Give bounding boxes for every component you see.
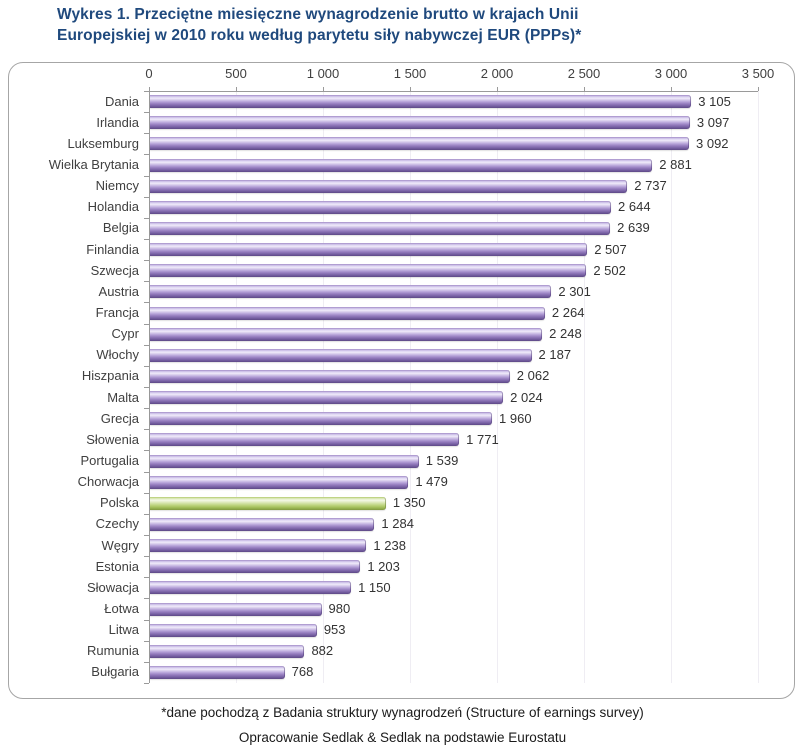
- country-label-17: Portugalia: [80, 453, 139, 468]
- bar-18: [150, 476, 408, 489]
- value-label-13: 2 062: [516, 368, 550, 384]
- value-label-5: 2 644: [618, 199, 651, 215]
- bar-highlight-polska: [150, 497, 386, 510]
- country-label-12: Włochy: [96, 347, 139, 363]
- country-label-6: Belgia: [102, 220, 139, 236]
- x-tick-label-2500: 2 500: [567, 66, 601, 81]
- country-label-9: Austria: [98, 283, 139, 299]
- y-tick-6: [144, 218, 149, 219]
- bar-23: [150, 581, 351, 594]
- y-tick-26: [144, 641, 149, 642]
- country-label-3: Wielka Brytania: [48, 157, 139, 172]
- chart-title-line1: Wykres 1. Przeciętne miesięczne wynagrodzenie brutto w krajach Unii: [57, 6, 579, 23]
- plot-area: [9, 63, 794, 698]
- value-label-25: 953: [323, 622, 346, 638]
- value-label-3: 2 881: [659, 157, 692, 172]
- x-tick-label-0: 0: [145, 66, 153, 81]
- value-label-27: 768: [291, 664, 314, 680]
- country-label-25: Litwa: [108, 622, 139, 638]
- country-label-10: Francja: [95, 305, 139, 320]
- country-label-0: Dania: [105, 93, 139, 109]
- y-tick-0: [144, 91, 149, 92]
- bar-2: [150, 137, 689, 150]
- y-tick-18: [144, 472, 149, 473]
- bar-10: [150, 307, 545, 320]
- value-label-14: 2 024: [510, 389, 543, 405]
- y-tick-7: [144, 239, 149, 240]
- y-tick-23: [144, 577, 149, 578]
- bar-4: [150, 180, 627, 193]
- bar-14: [150, 391, 503, 404]
- y-tick-4: [144, 176, 149, 177]
- y-tick-22: [144, 556, 149, 557]
- y-tick-11: [144, 324, 149, 325]
- chart-title-line2: Europejskiej w 2010 roku według parytetu siły nabywczej EUR (PPPs)*: [57, 27, 582, 44]
- bar-22: [150, 560, 360, 573]
- bar-24: [150, 603, 322, 616]
- value-label-23: 1 150: [358, 579, 391, 595]
- y-tick-10: [144, 302, 149, 303]
- value-label-8: 2 502: [593, 262, 626, 278]
- value-label-21: 1 238: [373, 537, 406, 553]
- value-label-7: 2 507: [594, 241, 627, 257]
- gridline-3000: [671, 91, 672, 683]
- bar-12: [150, 349, 532, 362]
- value-label-10: 2 264: [551, 305, 585, 320]
- country-label-24: Łotwa: [104, 601, 139, 616]
- country-label-1: Irlandia: [96, 114, 139, 130]
- chart-title: [57, 4, 777, 46]
- country-label-20: Czechy: [95, 516, 139, 532]
- country-label-19: Polska: [99, 495, 139, 511]
- country-label-21: Węgry: [101, 537, 139, 553]
- country-label-27: Bułgaria: [91, 664, 139, 680]
- y-tick-2: [144, 133, 149, 134]
- y-tick-21: [144, 535, 149, 536]
- y-tick-27: [144, 662, 149, 663]
- gridline-3500: [758, 91, 759, 683]
- y-tick-8: [144, 260, 149, 261]
- bar-21: [150, 539, 366, 552]
- country-label-18: Chorwacja: [77, 474, 139, 490]
- value-label-1: 3 097: [696, 114, 730, 130]
- bar-26: [150, 645, 304, 658]
- value-label-11: 2 248: [549, 326, 582, 342]
- bar-25: [150, 624, 317, 637]
- bar-11: [150, 328, 542, 341]
- value-label-18: 1 479: [415, 474, 448, 490]
- country-label-13: Hiszpania: [81, 368, 139, 384]
- bar-13: [150, 370, 510, 383]
- bar-9: [150, 285, 551, 298]
- x-tick-label-3500: 3 500: [741, 66, 775, 81]
- x-axis-line: [149, 91, 758, 92]
- footnote-credit: Opracowanie Sedlak & Sedlak na podstawie Eurostatu: [238, 730, 567, 745]
- country-label-23: Słowacja: [86, 579, 139, 595]
- y-tick-5: [144, 197, 149, 198]
- x-tick-label-500: 500: [225, 66, 247, 81]
- x-tick-label-1500: 1 500: [393, 66, 427, 81]
- x-tick-label-3000: 3 000: [654, 66, 688, 81]
- y-tick-12: [144, 345, 149, 346]
- bar-5: [150, 201, 611, 214]
- value-label-19: 1 350: [392, 495, 426, 511]
- y-tick-9: [144, 281, 149, 282]
- x-tick-3500: [758, 87, 759, 91]
- value-label-22: 1 203: [367, 558, 400, 574]
- country-label-22: Estonia: [95, 558, 139, 574]
- value-label-4: 2 737: [634, 178, 667, 194]
- bar-15: [150, 412, 492, 425]
- country-label-7: Finlandia: [86, 241, 139, 257]
- bar-17: [150, 455, 419, 468]
- y-tick-28: [144, 683, 149, 684]
- footnote-source: *dane pochodzą z Badania struktury wynagrodzeń (Structure of earnings survey): [161, 705, 644, 720]
- country-label-5: Holandia: [87, 199, 139, 215]
- chart-frame: [8, 62, 795, 699]
- bar-7: [150, 243, 587, 256]
- y-tick-24: [144, 598, 149, 599]
- value-label-24: 980: [328, 601, 351, 616]
- y-tick-20: [144, 514, 149, 515]
- bar-27: [150, 666, 285, 679]
- bar-8: [150, 264, 586, 277]
- country-label-4: Niemcy: [95, 178, 139, 194]
- value-label-20: 1 284: [381, 516, 414, 532]
- country-label-14: Malta: [107, 389, 139, 405]
- value-label-12: 2 187: [538, 347, 572, 363]
- y-tick-3: [144, 154, 149, 155]
- country-label-26: Rumunia: [86, 643, 139, 659]
- value-label-0: 3 105: [698, 93, 731, 109]
- y-tick-19: [144, 493, 149, 494]
- y-tick-1: [144, 112, 149, 113]
- y-tick-13: [144, 366, 149, 367]
- bar-6: [150, 222, 610, 235]
- bar-1: [150, 116, 690, 129]
- y-tick-14: [144, 387, 149, 388]
- bar-16: [150, 433, 459, 446]
- country-label-15: Grecja: [100, 410, 139, 426]
- x-tick-label-1000: 1 000: [306, 66, 340, 81]
- value-label-26: 882: [311, 643, 334, 659]
- value-label-2: 3 092: [696, 135, 729, 151]
- y-tick-16: [144, 429, 149, 430]
- y-tick-15: [144, 408, 149, 409]
- value-label-6: 2 639: [617, 220, 650, 236]
- country-label-8: Szwecja: [90, 262, 139, 278]
- country-label-16: Słowenia: [86, 431, 139, 447]
- bar-20: [150, 518, 374, 531]
- x-tick-label-2000: 2 000: [480, 66, 514, 81]
- value-label-17: 1 539: [425, 453, 459, 468]
- y-tick-17: [144, 450, 149, 451]
- bar-3: [150, 159, 652, 172]
- value-label-15: 1 960: [499, 410, 532, 426]
- country-label-2: Luksemburg: [67, 135, 139, 151]
- country-label-11: Cypr: [111, 326, 139, 342]
- value-label-16: 1 771: [466, 431, 499, 447]
- bar-0: [150, 95, 691, 108]
- value-label-9: 2 301: [558, 283, 591, 299]
- y-tick-25: [144, 620, 149, 621]
